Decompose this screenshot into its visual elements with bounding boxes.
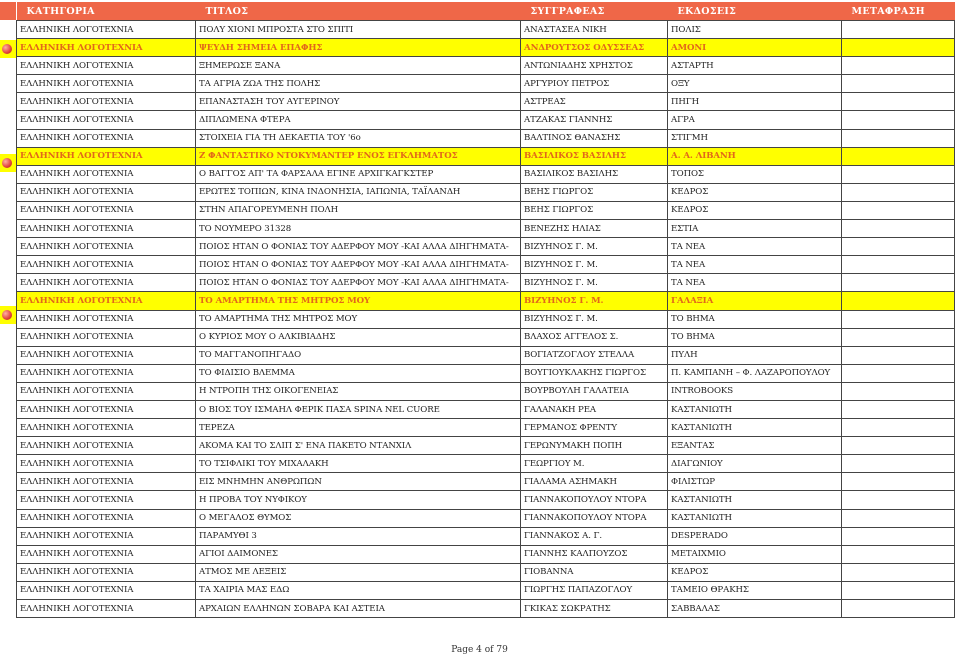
cell-translation bbox=[842, 57, 955, 75]
cell-publisher: ΑΓΡΑ bbox=[668, 111, 842, 129]
cell-category: ΕΛΛΗΝΙΚΗ ΛΟΓΟΤΕΧΝΙΑ bbox=[17, 21, 196, 39]
cell-title: Ο ΒΑΓΓΟΣ ΑΠ' ΤΑ ΦΑΡΣΑΛΑ ΕΓΙΝΕ ΑΡΧΙΓΚΑΓΚΣΤΕΡ bbox=[196, 165, 521, 183]
cell-author: ΒΙΖΥΗΝΟΣ Γ. Μ. bbox=[521, 274, 668, 292]
cell-title: ΕΙΣ ΜΝΗΜΗΝ ΑΝΘΡΩΠΩΝ bbox=[196, 473, 521, 491]
cell-title: ΑΓΙΟΙ ΔΑΙΜΟΝΕΣ bbox=[196, 545, 521, 563]
cell-publisher: ΠΟΛΙΣ bbox=[668, 21, 842, 39]
highlight-marker bbox=[0, 154, 16, 172]
cell-translation bbox=[842, 437, 955, 455]
cell-publisher: ΤΟ ΒΗΜΑ bbox=[668, 328, 842, 346]
cell-title: ΤΟ ΝΟΥΜΕΡΟ 31328 bbox=[196, 220, 521, 238]
cell-category: ΕΛΛΗΝΙΚΗ ΛΟΓΟΤΕΧΝΙΑ bbox=[17, 473, 196, 491]
table-row bbox=[17, 545, 955, 563]
cell-category: ΕΛΛΗΝΙΚΗ ΛΟΓΟΤΕΧΝΙΑ bbox=[17, 183, 196, 201]
cell-title: ΨΕΥΔΗ ΣΗΜΕΙΑ ΕΠΑΦΗΣ bbox=[196, 39, 521, 57]
cell-author: ΓΙΑΝΝΗΣ ΚΑΛΠΟΥΖΟΣ bbox=[521, 545, 668, 563]
table-row bbox=[17, 581, 955, 599]
cell-publisher: ΑΣΤΑΡΤΗ bbox=[668, 57, 842, 75]
table-row bbox=[17, 93, 955, 111]
cell-category: ΕΛΛΗΝΙΚΗ ΛΟΓΟΤΕΧΝΙΑ bbox=[17, 220, 196, 238]
cell-author: ΒΙΖΥΗΝΟΣ Γ. Μ. bbox=[521, 238, 668, 256]
cell-author: ΓΙΑΝΝΑΚΟΣ Α. Γ. bbox=[521, 527, 668, 545]
cell-category: ΕΛΛΗΝΙΚΗ ΛΟΓΟΤΕΧΝΙΑ bbox=[17, 419, 196, 437]
table-row bbox=[17, 400, 955, 418]
cell-translation bbox=[842, 581, 955, 599]
cell-translation bbox=[842, 201, 955, 219]
cell-title: Η ΝΤΡΟΠΗ ΤΗΣ ΟΙΚΟΓΕΝΕΙΑΣ bbox=[196, 382, 521, 400]
column-header-publisher: ΕΚΔΟΣΕΙΣ bbox=[668, 2, 842, 21]
cell-author: ΒΟΥΡΒΟΥΛΗ ΓΑΛΑΤΕΙΑ bbox=[521, 382, 668, 400]
table-row bbox=[17, 527, 955, 545]
cell-title: ΠΟΙΟΣ ΗΤΑΝ Ο ΦΟΝΙΑΣ ΤΟΥ ΑΔΕΡΦΟΥ ΜΟΥ -ΚΑΙ ΑΛΛΑ ΔΙΗΓΗΜΑΤΑ- bbox=[196, 274, 521, 292]
table-row bbox=[17, 364, 955, 382]
cell-author: ΓΑΛΑΝΑΚΗ ΡΕΑ bbox=[521, 400, 668, 418]
cell-publisher: ΤΑ ΝΕΑ bbox=[668, 256, 842, 274]
cell-title: ΞΗΜΕΡΩΣΕ ΞΑΝΑ bbox=[196, 57, 521, 75]
cell-publisher: ΕΞΑΝΤΑΣ bbox=[668, 437, 842, 455]
books-table bbox=[16, 2, 955, 618]
cell-author: ΑΝΑΣΤΑΣΕΑ ΝΙΚΗ bbox=[521, 21, 668, 39]
cell-publisher: Α. Α. ΛΙΒΑΝΗ bbox=[668, 147, 842, 165]
table-row bbox=[17, 57, 955, 75]
cell-translation bbox=[842, 491, 955, 509]
cell-category: ΕΛΛΗΝΙΚΗ ΛΟΓΟΤΕΧΝΙΑ bbox=[17, 491, 196, 509]
cell-publisher: ΚΕΔΡΟΣ bbox=[668, 563, 842, 581]
table-row bbox=[17, 256, 955, 274]
cell-title: Ο ΜΕΓΑΛΟΣ ΘΥΜΟΣ bbox=[196, 509, 521, 527]
cell-title: Ο ΚΥΡΙΟΣ ΜΟΥ Ο ΑΛΚΙΒΙΑΔΗΣ bbox=[196, 328, 521, 346]
table-row bbox=[17, 238, 955, 256]
cell-author: ΒΙΖΥΗΝΟΣ Γ. Μ. bbox=[521, 292, 668, 310]
cell-category: ΕΛΛΗΝΙΚΗ ΛΟΓΟΤΕΧΝΙΑ bbox=[17, 563, 196, 581]
cell-title: ΕΡΩΤΕΣ ΤΟΠΙΩΝ, ΚΙΝΑ ΙΝΔΟΝΗΣΙΑ, ΙΑΠΩΝΙΑ, ΤΑΪΛΑΝΔΗ bbox=[196, 183, 521, 201]
cell-title: Η ΠΡΟΒΑ ΤΟΥ ΝΥΦΙΚΟΥ bbox=[196, 491, 521, 509]
cell-publisher: ΣΑΒΒΑΛΑΣ bbox=[668, 600, 842, 618]
cell-title: ΔΙΠΛΩΜΕΝΑ ΦΤΕΡΑ bbox=[196, 111, 521, 129]
table-row bbox=[17, 419, 955, 437]
table-row bbox=[17, 563, 955, 581]
cell-publisher: ΓΑΛΑΞΙΑ bbox=[668, 292, 842, 310]
cell-category: ΕΛΛΗΝΙΚΗ ΛΟΓΟΤΕΧΝΙΑ bbox=[17, 129, 196, 147]
highlight-marker bbox=[0, 40, 16, 58]
cell-title: ΣΤΟΙΧΕΙΑ ΓΙΑ ΤΗ ΔΕΚΑΕΤΙΑ ΤΟΥ '6ο bbox=[196, 129, 521, 147]
table-row bbox=[17, 310, 955, 328]
cell-category: ΕΛΛΗΝΙΚΗ ΛΟΓΟΤΕΧΝΙΑ bbox=[17, 274, 196, 292]
cell-author: ΒΟΥΓΙΟΥΚΛΑΚΗΣ ΓΙΩΡΓΟΣ bbox=[521, 364, 668, 382]
cell-category: ΕΛΛΗΝΙΚΗ ΛΟΓΟΤΕΧΝΙΑ bbox=[17, 147, 196, 165]
cell-category: ΕΛΛΗΝΙΚΗ ΛΟΓΟΤΕΧΝΙΑ bbox=[17, 545, 196, 563]
table-header bbox=[17, 2, 955, 21]
cell-publisher: ΠΗΓΗ bbox=[668, 93, 842, 111]
cell-translation bbox=[842, 165, 955, 183]
cell-translation bbox=[842, 509, 955, 527]
cell-author: ΓΚΙΚΑΣ ΣΩΚΡΑΤΗΣ bbox=[521, 600, 668, 618]
cell-translation bbox=[842, 346, 955, 364]
cell-category: ΕΛΛΗΝΙΚΗ ΛΟΓΟΤΕΧΝΙΑ bbox=[17, 165, 196, 183]
cell-author: ΓΕΩΡΓΙΟΥ Μ. bbox=[521, 455, 668, 473]
table-row bbox=[17, 328, 955, 346]
cell-translation bbox=[842, 310, 955, 328]
column-header-category: ΚΑΤΗΓΟΡΙΑ bbox=[17, 2, 196, 21]
red-dot-icon bbox=[2, 310, 12, 320]
cell-category: ΕΛΛΗΝΙΚΗ ΛΟΓΟΤΕΧΝΙΑ bbox=[17, 364, 196, 382]
cell-category: ΕΛΛΗΝΙΚΗ ΛΟΓΟΤΕΧΝΙΑ bbox=[17, 39, 196, 57]
cell-publisher: ΤΟ ΒΗΜΑ bbox=[668, 310, 842, 328]
cell-publisher: ΣΤΙΓΜΗ bbox=[668, 129, 842, 147]
cell-title: ΤΟ ΑΜΑΡΤΗΜΑ ΤΗΣ ΜΗΤΡΟΣ ΜΟΥ bbox=[196, 310, 521, 328]
cell-publisher: ΤΟΠΟΣ bbox=[668, 165, 842, 183]
cell-author: ΑΤΖΑΚΑΣ ΓΙΑΝΝΗΣ bbox=[521, 111, 668, 129]
cell-translation bbox=[842, 274, 955, 292]
table-row bbox=[17, 75, 955, 93]
cell-category: ΕΛΛΗΝΙΚΗ ΛΟΓΟΤΕΧΝΙΑ bbox=[17, 527, 196, 545]
cell-publisher: Π. ΚΑΜΠΑΝΗ – Φ. ΛΑΖΑΡΟΠΟΥΛΟΥ bbox=[668, 364, 842, 382]
cell-translation bbox=[842, 473, 955, 491]
cell-publisher: ΤΑΜΕΙΟ ΘΡΑΚΗΣ bbox=[668, 581, 842, 599]
cell-translation bbox=[842, 400, 955, 418]
cell-category: ΕΛΛΗΝΙΚΗ ΛΟΓΟΤΕΧΝΙΑ bbox=[17, 437, 196, 455]
cell-author: ΓΙΑΛΑΜΑ ΑΣΗΜΑΚΗ bbox=[521, 473, 668, 491]
red-dot-icon bbox=[2, 44, 12, 54]
cell-category: ΕΛΛΗΝΙΚΗ ΛΟΓΟΤΕΧΝΙΑ bbox=[17, 93, 196, 111]
column-header-author: ΣΥΓΓΡΑΦΕΑΣ bbox=[521, 2, 668, 21]
cell-category: ΕΛΛΗΝΙΚΗ ΛΟΓΟΤΕΧΝΙΑ bbox=[17, 509, 196, 527]
cell-translation bbox=[842, 129, 955, 147]
cell-translation bbox=[842, 328, 955, 346]
cell-title: ΑΤΜΟΣ ΜΕ ΛΕΞΕΙΣ bbox=[196, 563, 521, 581]
table-row bbox=[17, 473, 955, 491]
cell-title: ΤΕΡΕΖΑ bbox=[196, 419, 521, 437]
cell-author: ΒΛΑΧΟΣ ΑΓΓΕΛΟΣ Σ. bbox=[521, 328, 668, 346]
cell-author: ΓΙΩΡΓΗΣ ΠΑΠΑΖΟΓΛΟΥ bbox=[521, 581, 668, 599]
table-row bbox=[17, 39, 955, 57]
cell-translation bbox=[842, 455, 955, 473]
cell-title: ΤΟ ΦΙΔΙΣΙΟ ΒΛΕΜΜΑ bbox=[196, 364, 521, 382]
cell-author: ΒΑΣΙΛΙΚΟΣ ΒΑΣΙΛΗΣ bbox=[521, 147, 668, 165]
cell-category: ΕΛΛΗΝΙΚΗ ΛΟΓΟΤΕΧΝΙΑ bbox=[17, 201, 196, 219]
cell-title: ΤΑ ΧΑΙΡΙΑ ΜΑΣ ΕΔΩ bbox=[196, 581, 521, 599]
column-header-translation: ΜΕΤΑΦΡΑΣΗ bbox=[842, 2, 955, 21]
cell-title: ΤΟ ΜΑΓΓΑΝΟΠΗΓΑΔΟ bbox=[196, 346, 521, 364]
cell-publisher: INTROBOOKS bbox=[668, 382, 842, 400]
cell-author: ΓΕΡΩΝΥΜΑΚΗ ΠΟΠΗ bbox=[521, 437, 668, 455]
cell-publisher: DESPERADO bbox=[668, 527, 842, 545]
cell-translation bbox=[842, 545, 955, 563]
cell-translation bbox=[842, 75, 955, 93]
table-row bbox=[17, 220, 955, 238]
cell-category: ΕΛΛΗΝΙΚΗ ΛΟΓΟΤΕΧΝΙΑ bbox=[17, 292, 196, 310]
cell-author: ΒΕΗΣ ΓΙΩΡΓΟΣ bbox=[521, 201, 668, 219]
cell-translation bbox=[842, 527, 955, 545]
cell-author: ΒΕΝΕΖΗΣ ΗΛΙΑΣ bbox=[521, 220, 668, 238]
cell-publisher: ΚΕΔΡΟΣ bbox=[668, 201, 842, 219]
cell-publisher: ΟΞΥ bbox=[668, 75, 842, 93]
table-row bbox=[17, 346, 955, 364]
cell-publisher: ΦΙΛΙΣΤΩΡ bbox=[668, 473, 842, 491]
table-row bbox=[17, 201, 955, 219]
cell-author: ΒΑΣΙΛΙΚΟΣ ΒΑΣΙΛΗΣ bbox=[521, 165, 668, 183]
cell-title: ΤΟ ΤΣΙΦΛΙΚΙ ΤΟΥ ΜΙΧΑΛΑΚΗ bbox=[196, 455, 521, 473]
cell-translation bbox=[842, 238, 955, 256]
cell-publisher: ΚΑΣΤΑΝΙΩΤΗ bbox=[668, 509, 842, 527]
header-lead bbox=[0, 2, 16, 20]
cell-title: ΠΟΙΟΣ ΗΤΑΝ Ο ΦΟΝΙΑΣ ΤΟΥ ΑΔΕΡΦΟΥ ΜΟΥ -ΚΑΙ ΑΛΛΑ ΔΙΗΓΗΜΑΤΑ- bbox=[196, 256, 521, 274]
cell-title: ΕΠΑΝΑΣΤΑΣΗ ΤΟΥ ΑΥΓΕΡΙΝΟΥ bbox=[196, 93, 521, 111]
cell-author: ΒΙΖΥΗΝΟΣ Γ. Μ. bbox=[521, 310, 668, 328]
table-row bbox=[17, 382, 955, 400]
cell-translation bbox=[842, 600, 955, 618]
table-row bbox=[17, 21, 955, 39]
page-number: Page 4 of 79 bbox=[451, 645, 508, 655]
cell-translation bbox=[842, 183, 955, 201]
cell-author: ΒΑΛΤΙΝΟΣ ΘΑΝΑΣΗΣ bbox=[521, 129, 668, 147]
cell-category: ΕΛΛΗΝΙΚΗ ΛΟΓΟΤΕΧΝΙΑ bbox=[17, 75, 196, 93]
cell-translation bbox=[842, 93, 955, 111]
cell-title: ΤΟ ΑΜΑΡΤΗΜΑ ΤΗΣ ΜΗΤΡΟΣ ΜΟΥ bbox=[196, 292, 521, 310]
cell-author: ΑΣΤΡΕΑΣ bbox=[521, 93, 668, 111]
cell-title: ΑΚΟΜΑ ΚΑΙ ΤΟ ΣΛΙΠ Σ' ΕΝΑ ΠΑΚΕΤΟ ΝΤΑΝΧΙΛ bbox=[196, 437, 521, 455]
cell-translation bbox=[842, 364, 955, 382]
cell-publisher: ΚΑΣΤΑΝΙΩΤΗ bbox=[668, 419, 842, 437]
cell-publisher: ΤΑ ΝΕΑ bbox=[668, 274, 842, 292]
cell-translation bbox=[842, 147, 955, 165]
cell-author: ΑΡΓΥΡΙΟΥ ΠΕΤΡΟΣ bbox=[521, 75, 668, 93]
cell-author: ΒΕΗΣ ΓΙΩΡΓΟΣ bbox=[521, 183, 668, 201]
table-row bbox=[17, 111, 955, 129]
cell-translation bbox=[842, 256, 955, 274]
cell-author: ΓΙΟΒΑΝΝΑ bbox=[521, 563, 668, 581]
table-row bbox=[17, 491, 955, 509]
cell-category: ΕΛΛΗΝΙΚΗ ΛΟΓΟΤΕΧΝΙΑ bbox=[17, 400, 196, 418]
table-row bbox=[17, 437, 955, 455]
cell-title: Ζ ΦΑΝΤΑΣΤΙΚΟ ΝΤΟΚΥΜΑΝΤΕΡ ΕΝΟΣ ΕΓΚΛΗΜΑΤΟΣ bbox=[196, 147, 521, 165]
cell-title: ΠΟΙΟΣ ΗΤΑΝ Ο ΦΟΝΙΑΣ ΤΟΥ ΑΔΕΡΦΟΥ ΜΟΥ -ΚΑΙ ΑΛΛΑ ΔΙΗΓΗΜΑΤΑ- bbox=[196, 238, 521, 256]
cell-title: ΠΑΡΑΜΥΘΙ 3 bbox=[196, 527, 521, 545]
cell-translation bbox=[842, 419, 955, 437]
table-row bbox=[17, 292, 955, 310]
cell-author: ΑΝΤΩΝΙΑΔΗΣ ΧΡΗΣΤΟΣ bbox=[521, 57, 668, 75]
cell-title: ΤΑ ΑΓΡΙΑ ΖΩΑ ΤΗΣ ΠΟΛΗΣ bbox=[196, 75, 521, 93]
cell-category: ΕΛΛΗΝΙΚΗ ΛΟΓΟΤΕΧΝΙΑ bbox=[17, 238, 196, 256]
table-row bbox=[17, 147, 955, 165]
cell-title: ΑΡΧΑΙΩΝ ΕΛΛΗΝΩΝ ΣΟΒΑΡΑ ΚΑΙ ΑΣΤΕΙΑ bbox=[196, 600, 521, 618]
table-row bbox=[17, 129, 955, 147]
cell-publisher: ΚΑΣΤΑΝΙΩΤΗ bbox=[668, 400, 842, 418]
cell-title: Ο ΒΙΟΣ ΤΟΥ ΙΣΜΑΗΛ ΦΕΡΙΚ ΠΑΣΑ SPINA NEL CUORE bbox=[196, 400, 521, 418]
cell-author: ΑΝΔΡΟΥΤΣΟΣ ΟΔΥΣΣΕΑΣ bbox=[521, 39, 668, 57]
cell-translation bbox=[842, 563, 955, 581]
table-row bbox=[17, 455, 955, 473]
cell-translation bbox=[842, 382, 955, 400]
red-dot-icon bbox=[2, 158, 12, 168]
cell-category: ΕΛΛΗΝΙΚΗ ΛΟΓΟΤΕΧΝΙΑ bbox=[17, 382, 196, 400]
cell-publisher: ΔΙΑΓΩΝΙΟΥ bbox=[668, 455, 842, 473]
cell-translation bbox=[842, 111, 955, 129]
cell-category: ΕΛΛΗΝΙΚΗ ΛΟΓΟΤΕΧΝΙΑ bbox=[17, 600, 196, 618]
cell-translation bbox=[842, 21, 955, 39]
cell-publisher: ΕΣΤΙΑ bbox=[668, 220, 842, 238]
cell-publisher: ΜΕΤΑΙΧΜΙΟ bbox=[668, 545, 842, 563]
cell-publisher: ΤΑ ΝΕΑ bbox=[668, 238, 842, 256]
table-row bbox=[17, 274, 955, 292]
table-row bbox=[17, 600, 955, 618]
cell-category: ΕΛΛΗΝΙΚΗ ΛΟΓΟΤΕΧΝΙΑ bbox=[17, 455, 196, 473]
cell-author: ΓΙΑΝΝΑΚΟΠΟΥΛΟΥ ΝΤΟΡΑ bbox=[521, 491, 668, 509]
cell-translation bbox=[842, 220, 955, 238]
cell-author: ΒΙΖΥΗΝΟΣ Γ. Μ. bbox=[521, 256, 668, 274]
cell-title: ΠΟΛΥ ΧΙΟΝΙ ΜΠΡΟΣΤΑ ΣΤΟ ΣΠΙΤΙ bbox=[196, 21, 521, 39]
highlight-marker bbox=[0, 306, 16, 324]
cell-publisher: ΑΜΟΝΙ bbox=[668, 39, 842, 57]
cell-category: ΕΛΛΗΝΙΚΗ ΛΟΓΟΤΕΧΝΙΑ bbox=[17, 57, 196, 75]
cell-author: ΓΙΑΝΝΑΚΟΠΟΥΛΟΥ ΝΤΟΡΑ bbox=[521, 509, 668, 527]
cell-translation bbox=[842, 39, 955, 57]
cell-category: ΕΛΛΗΝΙΚΗ ΛΟΓΟΤΕΧΝΙΑ bbox=[17, 346, 196, 364]
column-header-title: ΤΙΤΛΟΣ bbox=[196, 2, 521, 21]
table-row bbox=[17, 165, 955, 183]
cell-category: ΕΛΛΗΝΙΚΗ ΛΟΓΟΤΕΧΝΙΑ bbox=[17, 111, 196, 129]
table-row bbox=[17, 509, 955, 527]
cell-category: ΕΛΛΗΝΙΚΗ ΛΟΓΟΤΕΧΝΙΑ bbox=[17, 328, 196, 346]
cell-category: ΕΛΛΗΝΙΚΗ ΛΟΓΟΤΕΧΝΙΑ bbox=[17, 310, 196, 328]
cell-publisher: ΚΕΔΡΟΣ bbox=[668, 183, 842, 201]
table-row bbox=[17, 183, 955, 201]
cell-author: ΒΟΓΙΑΤΖΟΓΛΟΥ ΣΤΕΛΛΑ bbox=[521, 346, 668, 364]
cell-publisher: ΠΥΛΗ bbox=[668, 346, 842, 364]
cell-author: ΓΕΡΜΑΝΟΣ ΦΡΕΝΤΥ bbox=[521, 419, 668, 437]
cell-publisher: ΚΑΣΤΑΝΙΩΤΗ bbox=[668, 491, 842, 509]
cell-category: ΕΛΛΗΝΙΚΗ ΛΟΓΟΤΕΧΝΙΑ bbox=[17, 256, 196, 274]
cell-translation bbox=[842, 292, 955, 310]
cell-category: ΕΛΛΗΝΙΚΗ ΛΟΓΟΤΕΧΝΙΑ bbox=[17, 581, 196, 599]
cell-title: ΣΤΗΝ ΑΠΑΓΟΡΕΥΜΕΝΗ ΠΟΛΗ bbox=[196, 201, 521, 219]
